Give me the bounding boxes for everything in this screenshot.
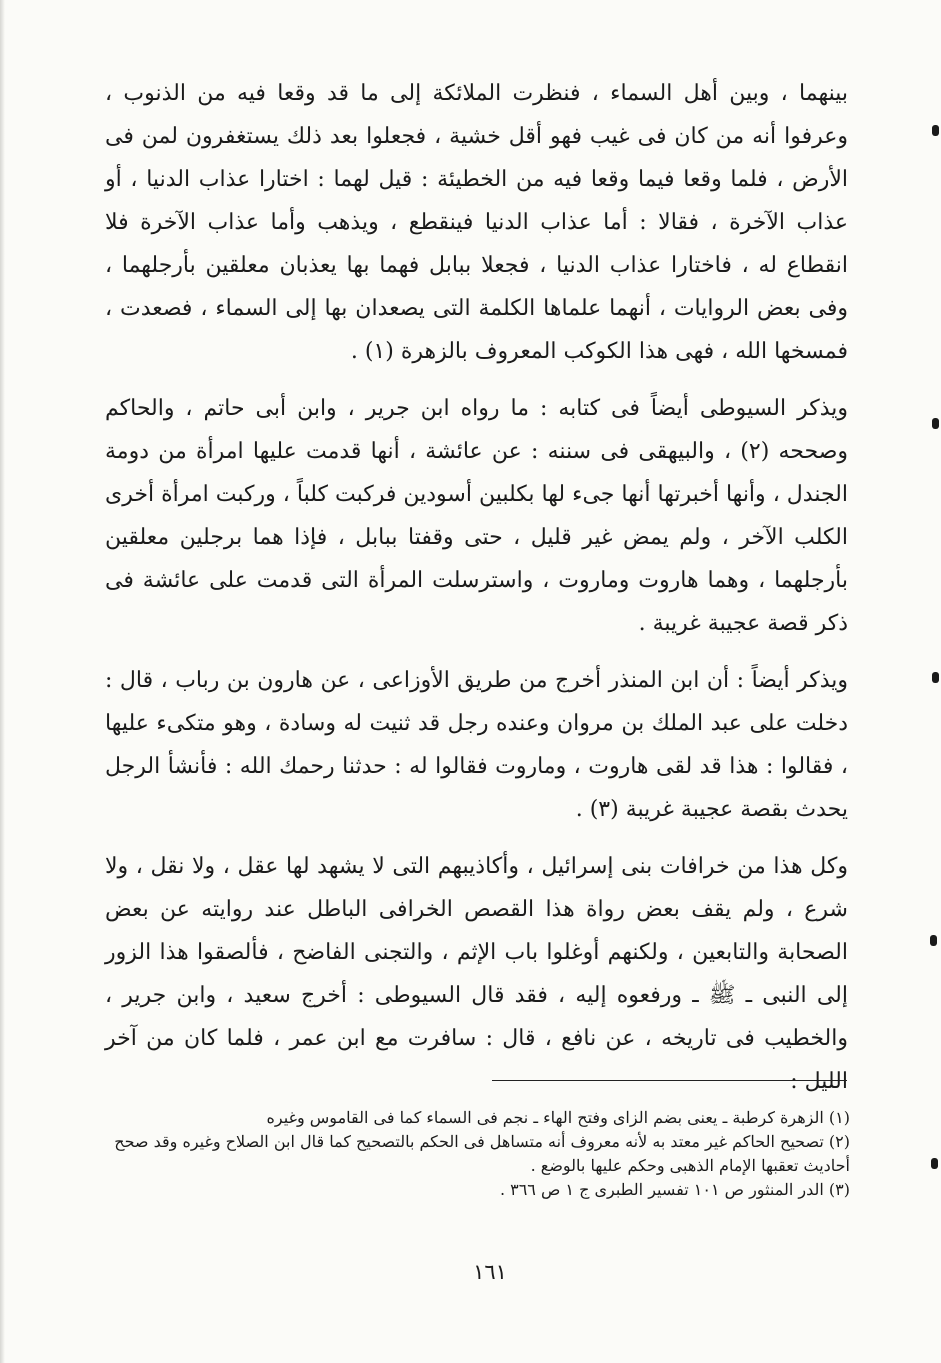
footnotes bbox=[105, 1106, 850, 1202]
footnote-3: (٣) الدر المنثور ص ١٠١ تفسير الطبرى ج ١ ص ٣٦٦ . bbox=[499, 1180, 850, 1199]
paragraph-2: ويذكر السيوطى أيضاً فى كتابه : ما رواه ابن جرير ، وابن أبى حاتم ، والحاكم وصححه (٢) ، والبيهقى فى سننه : عن عائشة ، أنها قدمت عليها امرأة من دومة الجندل ، وأنها أخبرتها أنها جىء لها بكلبين أسودين فركبت كلباً ، وركبت امرأة أخرى الكلب الآخر ، ولم يمض غير قليل ، حتى وقفتا ببابل ، فإذا هما برجلين معلقين بأرجلهما ، وهما هاروت وماروت ، واسترسلت المرأة التى قدمت على عائشة فى ذكر قصة عجيبة غريبة . bbox=[105, 396, 848, 636]
margin-mark bbox=[932, 672, 939, 683]
footnote-1: (١) الزهرة كرطبة ـ يعنى بضم الزاى وفتح الهاء ـ نجم فى السماء كما فى القاموس وغيره bbox=[266, 1108, 850, 1127]
margin-mark bbox=[932, 125, 939, 136]
margin-mark bbox=[932, 418, 939, 429]
footnote-divider bbox=[492, 1080, 847, 1081]
margin-mark bbox=[931, 1158, 938, 1169]
main-text bbox=[105, 72, 848, 1103]
page-edge-shadow bbox=[0, 0, 5, 1363]
paragraph-3: ويذكر أيضاً : أن ابن المنذر أخرج من طريق الأوزاعى ، عن هارون بن رباب ، قال : دخلت على عبد الملك بن مروان وعنده رجل قد ثنيت له وسادة ، وهو متكىء عليها ، فقالوا : هذا قد لقى هاروت ، وماروت فقالوا له : حدثنا رحمك الله : فأنشأ الرجل يحدث بقصة عجيبة غريبة (٣) . bbox=[105, 668, 848, 822]
paragraph-1: بينهما ، وبين أهل السماء ، فنظرت الملائكة إلى ما قد وقعا فيه من الذنوب ، وعرفوا أنه من كان فى غيب فهو أقل خشية ، فجعلوا بعد ذلك يستغفرون لمن فى الأرض ، فلما وقعا فيما وقعا فيه من الخطيئة : قيل لهما : اختارا عذاب الدنيا ، أو عذاب الآخرة ، فقالا : أما عذاب الدنيا فينقطع ، ويذهب وأما عذاب الآخرة فلا انقطاع له ، فاختارا عذاب الدنيا ، فجعلا ببابل فهما بها يعذبان معلقين بأرجلهما ، وفى بعض الروايات ، أنهما علماها الكلمة التى يصعدان بها إلى السماء ، فصعدت ، فمسخها الله ، فهى هذا الكوكب المعروف بالزهرة (١) . bbox=[105, 81, 848, 364]
page-number: ١٦١ bbox=[473, 1260, 507, 1284]
margin-mark bbox=[930, 935, 937, 946]
footnote-2: (٢) تصحيح الحاكم غير معتد به لأنه معروف أنه متساهل فى الحكم بالتصحيح كما قال ابن الصلاح وغيره وقد صحح أحاديث تعقبها الإمام الذهبى وحكم عليها بالوضع . bbox=[114, 1132, 850, 1175]
paragraph-4: وكل هذا من خرافات بنى إسرائيل ، وأكاذيبهم التى لا يشهد لها عقل ، ولا نقل ، ولا شرع ، ولم يقف بعض رواة هذا القصص الخرافى الباطل عند روايته عن بعض الصحابة والتابعين ، ولكنهم أوغلوا باب الإثم ، والتجنى الفاضح ، فألصقوا هذا الزور إلى النبى ـ ﷺ ـ ورفعوه إليه ، فقد قال السيوطى : أخرج سعيد ، وابن جرير ، والخطيب فى تاريخه ، عن نافع ، قال : سافرت مع ابن عمر ، فلما كان من آخر الليل : bbox=[105, 854, 848, 1094]
